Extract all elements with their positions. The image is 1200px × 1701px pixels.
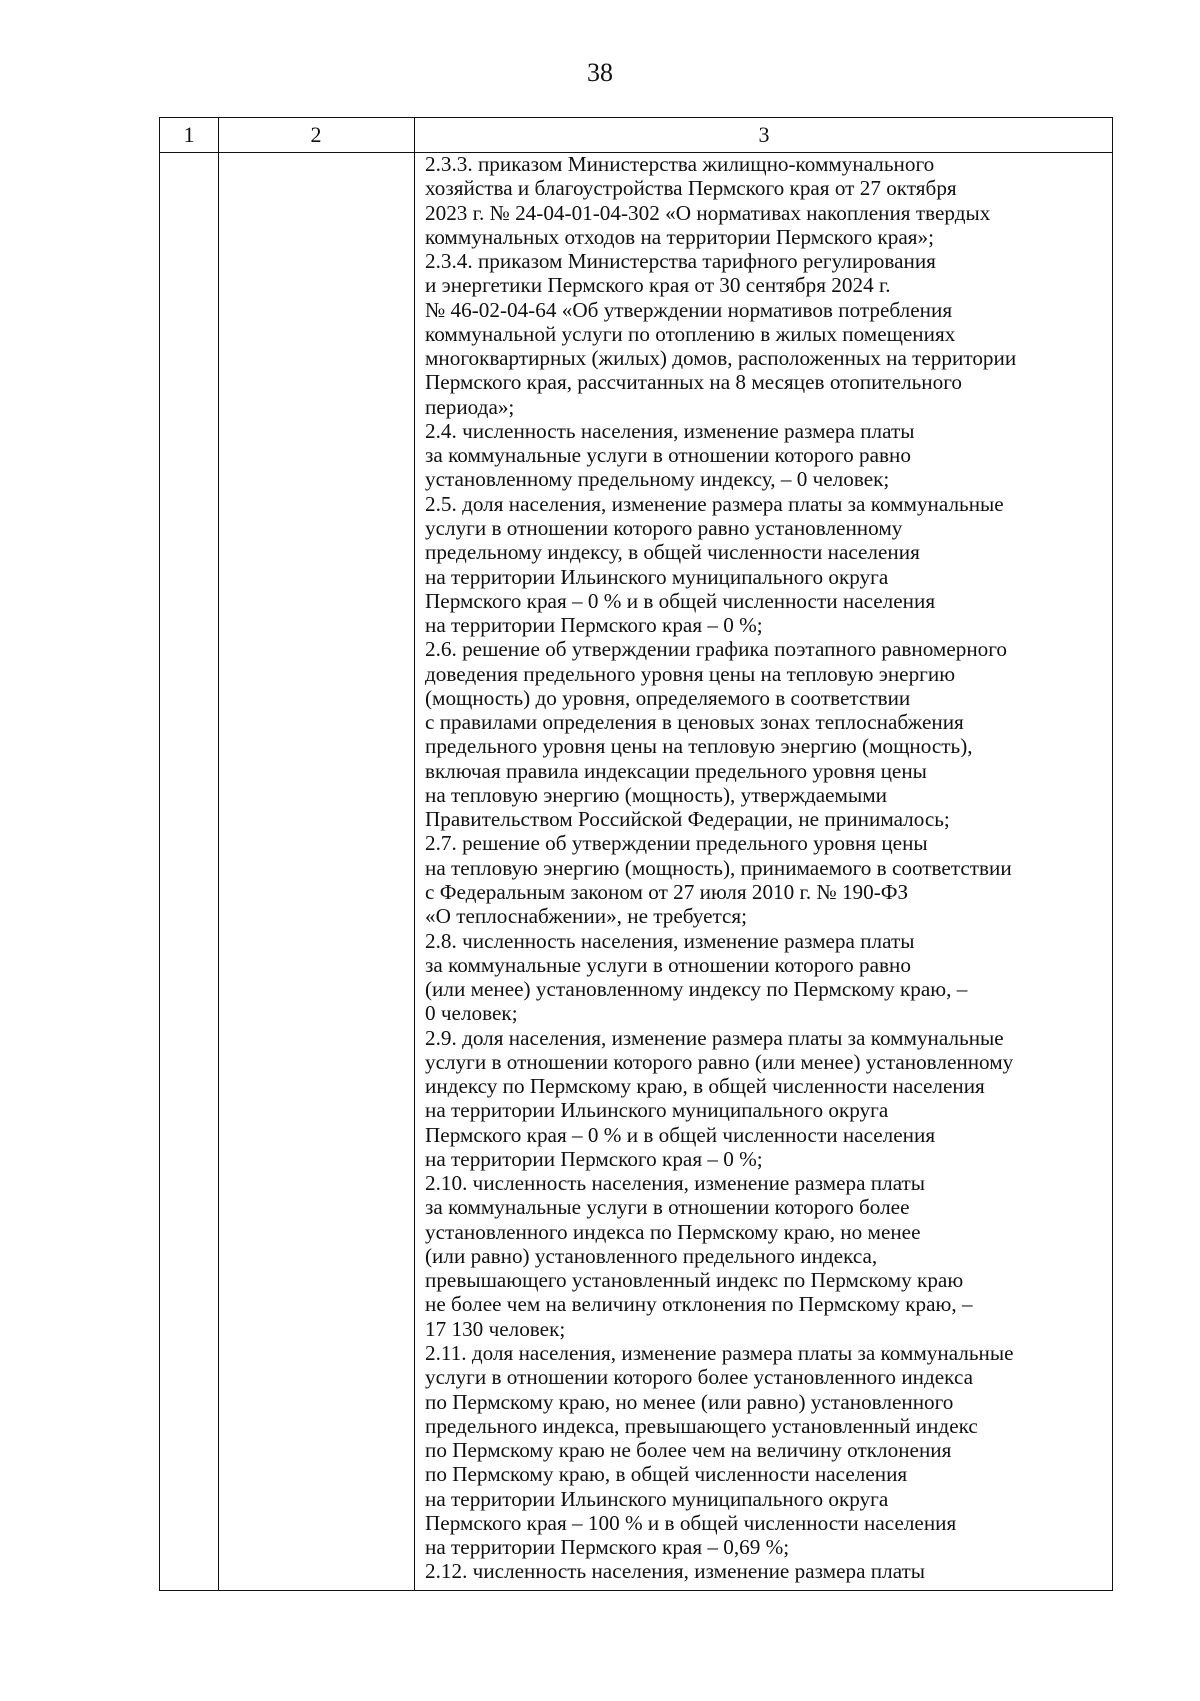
text-line: 2.11. доля населения, изменение размера платы за коммунальные [425,1341,1014,1366]
text-line: превышающего установленный индекс по Пермскому краю [425,1268,964,1293]
text-line: 2.9. доля населения, изменение размера платы за коммунальные [425,1025,1004,1050]
text-line: 2.12. численность населения, изменение размера платы [425,1559,926,1584]
text-line: установленного индекса по Пермскому краю, но менее [425,1219,921,1244]
text-line: не более чем на величину отклонения по Пермскому краю, – [425,1292,973,1317]
text-line: установленному предельному индексу, – 0 человек; [425,467,890,492]
column-header-3: 3 [758,122,770,147]
text-line: 0 человек; [425,1001,518,1026]
text-line: 2.5. доля населения, изменение размера платы за коммунальные [425,491,1004,516]
text-line: по Пермскому краю, в общей численности населения [425,1462,908,1487]
text-line: 2023 г. № 24-04-01-04-302 «О нормативах накопления твердых [425,200,991,225]
text-line: 17 130 человек; [425,1316,566,1341]
column-divider-2 [414,118,415,1590]
text-line: на территории Пермского края – 0,69 %; [425,1535,790,1560]
text-line: на территории Ильинского муниципального округа [425,564,889,589]
text-line: многоквартирных (жилых) домов, расположенных на территории [425,346,1017,371]
text-line: предельного индекса, превышающего установленный индекс [425,1413,978,1438]
text-line: на территории Пермского края – 0 %; [425,1146,763,1171]
text-line: с правилами определения в ценовых зонах теплоснабжения [425,710,964,735]
text-line: периода»; [425,394,515,419]
text-line: 2.6. решение об утверждении графика поэтапного равномерного [425,637,1008,662]
text-line: Правительством Российской Федерации, не принималось; [425,807,950,832]
column-header-2: 2 [310,122,322,147]
text-line: коммунальной услуги по отоплению в жилых помещениях [425,321,956,346]
text-line: «О теплоснабжении», не требуется; [425,904,748,929]
text-line: Пермского края – 0 % и в общей численности населения [425,588,936,613]
text-line: услуги в отношении которого более установленного индекса [425,1365,974,1390]
text-line: коммунальных отходов на территории Пермского края»; [425,224,935,249]
text-line: 2.7. решение об утверждении предельного уровня цены [425,831,928,856]
text-line: предельного уровня цены на тепловую энергию (мощность), [425,734,973,759]
page-number: 38 [587,58,613,87]
text-line: за коммунальные услуги в отношении которого равно [425,443,911,468]
text-line: на тепловую энергию (мощность), утверждаемыми [425,782,887,807]
text-line: услуги в отношении которого равно (или менее) установленному [425,1049,1014,1074]
text-line: с Федеральным законом от 27 июля 2010 г. № 190-ФЗ [425,879,909,904]
text-line: Пермского края, рассчитанных на 8 месяцев отопительного [425,370,963,395]
text-line: 2.3.3. приказом Министерства жилищно-коммунального [425,152,935,176]
text-line: Пермского края – 0 % и в общей численности населения [425,1122,936,1147]
text-line: доведения предельного уровня цены на тепловую энергию [425,661,956,686]
text-line: на территории Пермского края – 0 %; [425,613,763,638]
text-line: на тепловую энергию (мощность), принимаемого в соответствии [425,855,1012,880]
text-line: на территории Ильинского муниципального округа [425,1098,889,1123]
column-divider-1 [218,118,219,1590]
text-line: 2.3.4. приказом Министерства тарифного регулирования [425,249,936,274]
text-line: 2.10. численность населения, изменение размера платы [425,1171,926,1196]
text-line: за коммунальные услуги в отношении которого равно [425,952,911,977]
text-line: Пермского края – 100 % и в общей численности населения [425,1510,957,1535]
text-line: (мощность) до уровня, определяемого в соответствии [425,685,911,710]
text-line: услуги в отношении которого равно установленному [425,515,903,540]
text-line: хозяйства и благоустройства Пермского края от 27 октября [425,176,957,201]
text-line: за коммунальные услуги в отношении которого более [425,1195,910,1220]
text-line: по Пермскому краю не более чем на величину отклонения [425,1438,952,1463]
text-line: (или равно) установленного предельного индекса, [425,1243,878,1268]
text-line: предельному индексу, в общей численности населения [425,540,920,565]
text-line: и энергетики Пермского края от 30 сентября 2024 г. [425,273,891,298]
column-3-text [425,152,1113,1584]
document-table [159,117,1113,1591]
text-line: 2.4. численность населения, изменение размера платы [425,418,915,443]
text-line: 2.8. численность населения, изменение размера платы [425,928,915,953]
text-line: включая правила индексации предельного уровня цены [425,758,927,783]
text-line: индексу по Пермскому краю, в общей численности населения [425,1074,985,1099]
text-line: по Пермскому краю, но менее (или равно) установленного [425,1389,954,1414]
column-header-1: 1 [183,122,195,147]
text-line: (или менее) установленному индексу по Пермскому краю, – [425,977,968,1002]
text-line: № 46-02-04-64 «Об утверждении нормативов потребления [425,297,953,322]
text-line: на территории Ильинского муниципального округа [425,1486,889,1511]
